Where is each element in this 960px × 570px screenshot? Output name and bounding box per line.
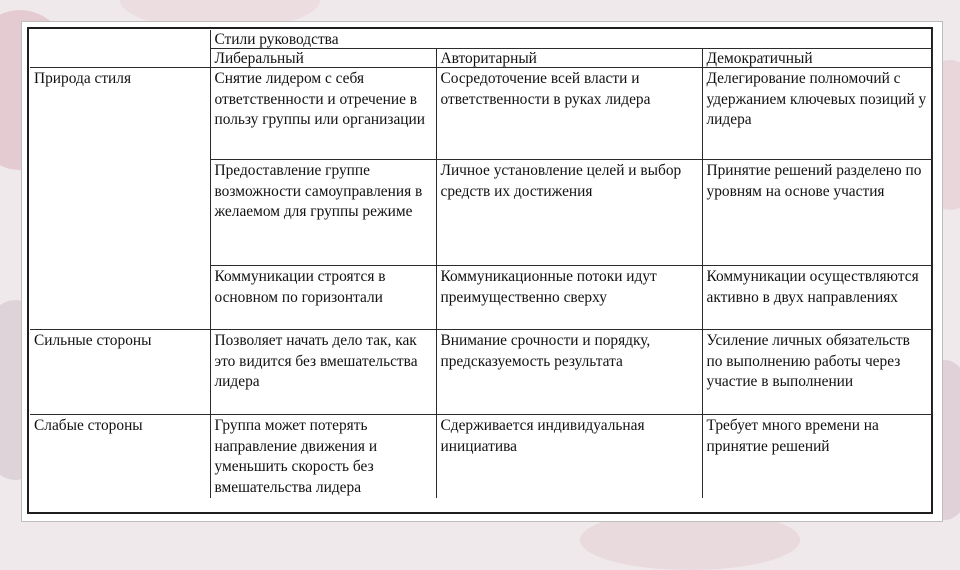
leadership-styles-table xyxy=(30,30,933,498)
table-cell: Принятие решений разделено по уровням на основе участия xyxy=(702,160,932,266)
table-cell: Коммуникации строятся в основном по горизонтали xyxy=(210,266,436,330)
table-cell: Сдерживается индивидуальная инициатива xyxy=(436,415,702,499)
table-cell: Внимание срочности и порядку, предсказуемость результата xyxy=(436,330,702,415)
table-row xyxy=(30,68,932,160)
table-cell: Коммуникационные потоки идут преимущественно сверху xyxy=(436,266,702,330)
table-cell: Сосредоточение всей власти и ответственности в руках лидера xyxy=(436,68,702,160)
table-row xyxy=(30,330,932,415)
row-label-empty xyxy=(30,266,210,330)
table-cell: Личное установление целей и выбор средств их достижения xyxy=(436,160,702,266)
table-row xyxy=(30,266,932,330)
table-title-row xyxy=(30,30,932,49)
table-frame xyxy=(27,27,933,514)
table-cell: Требует много времени на принятие решений xyxy=(702,415,932,499)
empty-corner-cell xyxy=(30,30,210,49)
empty-corner-cell xyxy=(30,49,210,68)
column-header-authoritarian: Авторитарный xyxy=(436,49,702,68)
row-label-empty xyxy=(30,160,210,266)
table-cell: Предоставление группе возможности самоуправления в желаемом для группы режиме xyxy=(210,160,436,266)
row-label-strengths: Сильные стороны xyxy=(30,330,210,415)
row-label-style-nature: Природа стиля xyxy=(30,68,210,160)
table-row xyxy=(30,415,932,499)
table-cell: Делегирование полномочий с удержанием ключевых позиций у лидера xyxy=(702,68,932,160)
column-header-row xyxy=(30,49,932,68)
group-header: Стили руководства xyxy=(210,30,932,49)
table-cell: Группа может потерять направление движения и уменьшить скорость без вмешательства лидера xyxy=(210,415,436,499)
column-header-democratic: Демократичный xyxy=(702,49,932,68)
table-row xyxy=(30,160,932,266)
table-cell: Позволяет начать дело так, как это видится без вмешательства лидера xyxy=(210,330,436,415)
column-header-liberal: Либеральный xyxy=(210,49,436,68)
table-cell: Коммуникации осуществляются активно в двух направлениях xyxy=(702,266,932,330)
row-label-weaknesses: Слабые стороны xyxy=(30,415,210,499)
table-cell: Усиление личных обязательств по выполнению работы через участие в выполнении xyxy=(702,330,932,415)
slide-sheet xyxy=(21,21,943,522)
table-cell: Снятие лидером с себя ответственности и отречение в пользу группы или организации xyxy=(210,68,436,160)
